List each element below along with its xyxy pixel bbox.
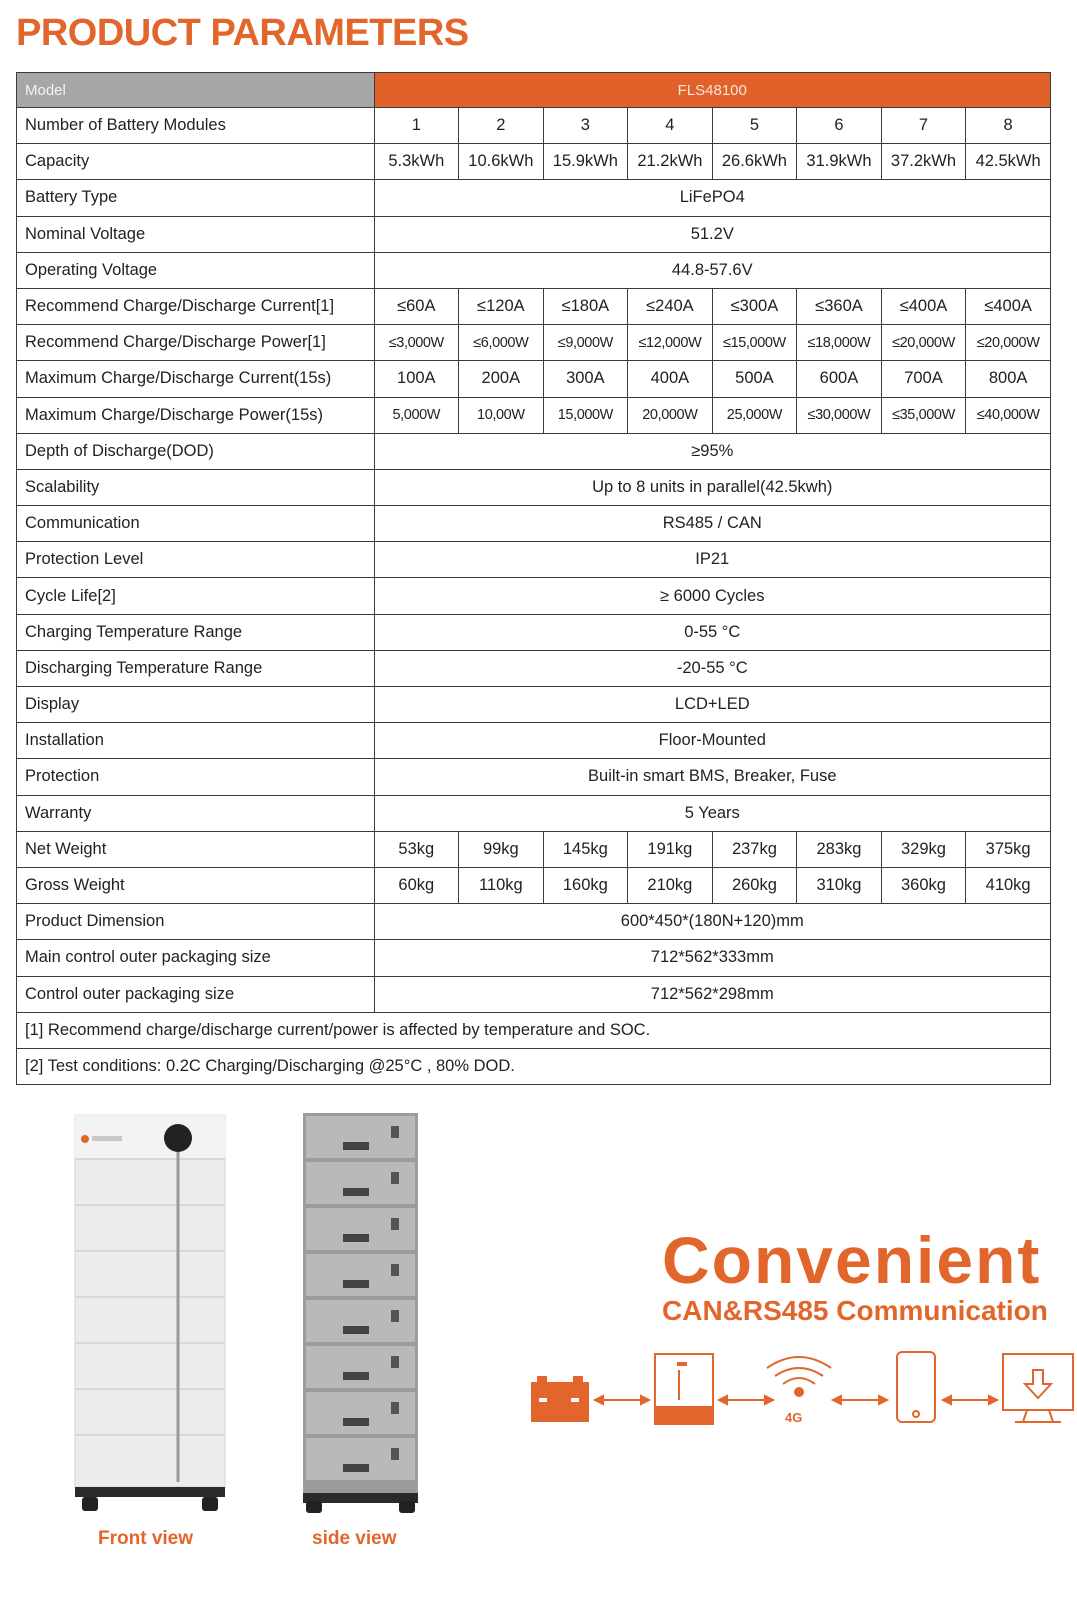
row-cell: 6 [797, 108, 882, 144]
row-cell: 110kg [459, 867, 544, 903]
row-cell: 410kg [966, 867, 1051, 903]
row-label: Depth of Discharge(DOD) [17, 433, 375, 469]
row-value: RS485 / CAN [374, 506, 1050, 542]
row-cell: 10.6kWh [459, 144, 544, 180]
row-label: Warranty [17, 795, 375, 831]
table-row [17, 795, 1051, 831]
footnote-row [17, 1048, 1051, 1084]
row-label: Display [17, 687, 375, 723]
row-cell: 329kg [881, 831, 966, 867]
row-value: Up to 8 units in parallel(42.5kwh) [374, 469, 1050, 505]
front-view-image [70, 1110, 230, 1520]
footnote: [2] Test conditions: 0.2C Charging/Discharging @25°C , 80% DOD. [17, 1048, 1051, 1084]
side-view-image [298, 1108, 428, 1518]
row-label: Nominal Voltage [17, 216, 375, 252]
table-row [17, 940, 1051, 976]
row-label: Charging Temperature Range [17, 614, 375, 650]
row-value: Built-in smart BMS, Breaker, Fuse [374, 759, 1050, 795]
row-cell: 60kg [374, 867, 459, 903]
row-cell: 200A [459, 361, 544, 397]
table-row [17, 433, 1051, 469]
row-cell: 400A [628, 361, 713, 397]
row-cell: 3 [543, 108, 628, 144]
row-label: Scalability [17, 469, 375, 505]
row-cell: ≤240A [628, 288, 713, 324]
row-label: Main control outer packaging size [17, 940, 375, 976]
row-cell: 15,000W [543, 397, 628, 433]
arrow-icon [943, 1396, 997, 1404]
row-cell: 600A [797, 361, 882, 397]
row-cell: 310kg [797, 867, 882, 903]
table-row [17, 506, 1051, 542]
table-row [17, 144, 1051, 180]
inverter-icon [655, 1354, 713, 1424]
row-cell: ≤20,000W [881, 325, 966, 361]
row-cell: 99kg [459, 831, 544, 867]
table-row [17, 904, 1051, 940]
row-label: Gross Weight [17, 867, 375, 903]
row-cell: ≤3,000W [374, 325, 459, 361]
table-row [17, 723, 1051, 759]
table-row [17, 831, 1051, 867]
row-cell: ≤60A [374, 288, 459, 324]
row-cell: 25,000W [712, 397, 797, 433]
table-row [17, 542, 1051, 578]
row-cell: 21.2kWh [628, 144, 713, 180]
row-cell: ≤360A [797, 288, 882, 324]
row-value: 0-55 °C [374, 614, 1050, 650]
network-label: 4G [785, 1410, 803, 1425]
row-cell: 800A [966, 361, 1051, 397]
row-cell: 375kg [966, 831, 1051, 867]
row-cell: ≤30,000W [797, 397, 882, 433]
row-label: Product Dimension [17, 904, 375, 940]
row-value: 5 Years [374, 795, 1050, 831]
row-cell: ≤400A [966, 288, 1051, 324]
row-cell: ≤35,000W [881, 397, 966, 433]
table-row [17, 325, 1051, 361]
row-label: Recommend Charge/Discharge Current[1] [17, 288, 375, 324]
model-value: FLS48100 [374, 73, 1050, 108]
row-value: IP21 [374, 542, 1050, 578]
row-cell: 53kg [374, 831, 459, 867]
row-cell: ≤20,000W [966, 325, 1051, 361]
row-cell: 15.9kWh [543, 144, 628, 180]
table-row [17, 216, 1051, 252]
wifi-icon [767, 1357, 831, 1396]
row-cell: 20,000W [628, 397, 713, 433]
row-cell: 700A [881, 361, 966, 397]
model-label: Model [17, 73, 375, 108]
row-cell: 31.9kWh [797, 144, 882, 180]
phone-icon [897, 1352, 935, 1422]
table-row [17, 469, 1051, 505]
arrow-icon [719, 1396, 773, 1404]
row-value: 44.8-57.6V [374, 252, 1050, 288]
row-cell: 5.3kWh [374, 144, 459, 180]
table-header-row [17, 73, 1051, 108]
spec-table [16, 72, 1051, 1085]
table-row [17, 650, 1051, 686]
row-label: Discharging Temperature Range [17, 650, 375, 686]
row-cell: ≤18,000W [797, 325, 882, 361]
promo-title: Convenient [662, 1223, 1042, 1297]
row-cell: ≤300A [712, 288, 797, 324]
row-value: Floor-Mounted [374, 723, 1050, 759]
row-label: Installation [17, 723, 375, 759]
row-label: Maximum Charge/Discharge Power(15s) [17, 397, 375, 433]
table-row [17, 108, 1051, 144]
row-cell: ≤180A [543, 288, 628, 324]
computer-icon [1003, 1354, 1073, 1422]
row-label: Battery Type [17, 180, 375, 216]
row-cell: ≤400A [881, 288, 966, 324]
table-row [17, 361, 1051, 397]
row-cell: 42.5kWh [966, 144, 1051, 180]
row-label: Capacity [17, 144, 375, 180]
row-cell: 5 [712, 108, 797, 144]
row-cell: ≤12,000W [628, 325, 713, 361]
table-row [17, 288, 1051, 324]
row-label: Recommend Charge/Discharge Power[1] [17, 325, 375, 361]
row-cell: 7 [881, 108, 966, 144]
row-value: LCD+LED [374, 687, 1050, 723]
row-value: 51.2V [374, 216, 1050, 252]
table-row [17, 687, 1051, 723]
side-view-label: side view [312, 1528, 397, 1549]
row-cell: 210kg [628, 867, 713, 903]
row-value: ≥95% [374, 433, 1050, 469]
row-value: 712*562*298mm [374, 976, 1050, 1012]
row-label: Net Weight [17, 831, 375, 867]
row-value: 712*562*333mm [374, 940, 1050, 976]
table-row [17, 180, 1051, 216]
row-label: Number of Battery Modules [17, 108, 375, 144]
row-label: Maximum Charge/Discharge Current(15s) [17, 361, 375, 397]
row-value: -20-55 °C [374, 650, 1050, 686]
row-cell: ≤6,000W [459, 325, 544, 361]
table-row [17, 867, 1051, 903]
table-row [17, 614, 1051, 650]
row-value: 600*450*(180N+120)mm [374, 904, 1050, 940]
row-cell: 26.6kWh [712, 144, 797, 180]
table-row [17, 397, 1051, 433]
row-cell: 37.2kWh [881, 144, 966, 180]
row-cell: 145kg [543, 831, 628, 867]
row-label: Cycle Life[2] [17, 578, 375, 614]
row-cell: 500A [712, 361, 797, 397]
row-cell: 360kg [881, 867, 966, 903]
table-row [17, 578, 1051, 614]
battery-icon [531, 1376, 589, 1422]
front-view-label: Front view [98, 1528, 194, 1549]
row-label: Control outer packaging size [17, 976, 375, 1012]
arrow-icon [833, 1396, 887, 1404]
row-cell: ≤9,000W [543, 325, 628, 361]
promo-subtitle: CAN&RS485 Communication [662, 1295, 1048, 1326]
row-cell: 283kg [797, 831, 882, 867]
row-cell: 100A [374, 361, 459, 397]
footnote-row [17, 1012, 1051, 1048]
row-cell: 160kg [543, 867, 628, 903]
arrow-icon [595, 1396, 649, 1404]
page-title: PRODUCT PARAMETERS [16, 12, 469, 54]
row-value: LiFePO4 [374, 180, 1050, 216]
row-label: Protection [17, 759, 375, 795]
row-cell: ≤120A [459, 288, 544, 324]
row-cell: 260kg [712, 867, 797, 903]
row-cell: 10,00W [459, 397, 544, 433]
row-label: Operating Voltage [17, 252, 375, 288]
row-cell: 4 [628, 108, 713, 144]
row-cell: 5,000W [374, 397, 459, 433]
row-cell: ≤40,000W [966, 397, 1051, 433]
row-cell: 237kg [712, 831, 797, 867]
row-cell: 8 [966, 108, 1051, 144]
row-cell: 300A [543, 361, 628, 397]
row-cell: 1 [374, 108, 459, 144]
table-row [17, 976, 1051, 1012]
row-cell: 2 [459, 108, 544, 144]
row-value: ≥ 6000 Cycles [374, 578, 1050, 614]
table-row [17, 252, 1051, 288]
footnote: [1] Recommend charge/discharge current/power is affected by temperature and SOC. [17, 1012, 1051, 1048]
row-cell: 191kg [628, 831, 713, 867]
row-cell: ≤15,000W [712, 325, 797, 361]
row-label: Communication [17, 506, 375, 542]
row-label: Protection Level [17, 542, 375, 578]
table-row [17, 759, 1051, 795]
